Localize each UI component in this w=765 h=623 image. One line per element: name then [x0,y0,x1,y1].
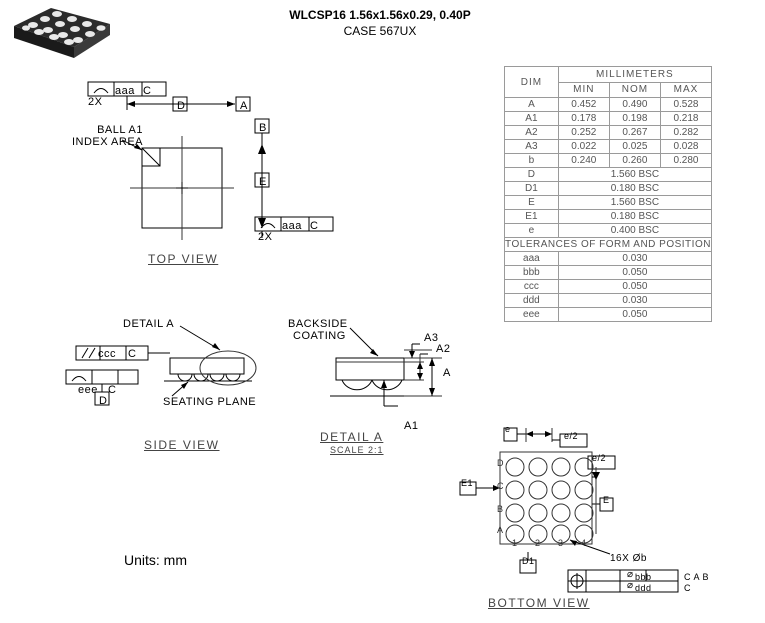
dimension-table [504,66,712,322]
fcf-datums-label: C A B [684,572,710,582]
bottom-frame-2x-label: 2X [258,231,273,243]
bottom-col-label-3: 3 [558,538,564,548]
ccc-label: ccc [98,348,116,360]
table-cell-dim: eee [505,308,559,322]
aaa-top-label: aaa [115,85,135,97]
case-subtitle: CASE 567UX [343,24,417,38]
table-col-dim: DIM [505,67,559,98]
backside-label: BACKSIDE [288,318,348,330]
datum-c-bottom-label: C [310,220,319,232]
table-row [505,196,712,210]
table-col-min: MIN [558,82,609,98]
table-row [505,280,712,294]
table-cell-dim: aaa [505,252,559,266]
table-row [505,224,712,238]
e-dim-label: e [505,424,511,434]
seating-plane-label: SEATING PLANE [163,396,257,408]
ddd-label: ddd [635,583,652,593]
table-header-row [505,67,712,83]
table-row [505,112,712,126]
e-half-top-label: e/2 [564,431,579,441]
table-cell-min: 0.452 [558,98,609,112]
bottom-col-label-4: 4 [581,538,587,548]
d1-label: D1 [522,556,535,566]
table-row [505,252,712,266]
ball-a1-label: BALL A1 [97,124,143,136]
table-row [505,154,712,168]
diameter-symbol-2: ⌀ [627,580,634,591]
table-row [505,266,712,280]
table-row [505,182,712,196]
a-dim-label: A [443,367,451,379]
table-cell-max: 0.280 [660,154,711,168]
table-col-nom: NOM [609,82,660,98]
fcf-datum-c-label: C [684,583,691,593]
table-cell-max: 0.528 [660,98,711,112]
table-cell-value: 0.050 [558,280,711,294]
table-cell-value: 0.050 [558,308,711,322]
detail-a-callout-label: DETAIL A [123,318,175,330]
table-cell-max: 0.218 [660,112,711,126]
table-cell-value: 0.030 [558,294,711,308]
table-cell-nom: 0.198 [609,112,660,126]
table-cell-dim: ccc [505,280,559,294]
table-cell-dim: A2 [505,126,559,140]
e1-label: E1 [461,478,474,488]
table-cell-dim: ddd [505,294,559,308]
table-row [505,294,712,308]
table-row [505,98,712,112]
table-row [505,308,712,322]
table-cell-min: 0.178 [558,112,609,126]
units-note: Units: mm [124,552,187,568]
tolerance-header-row [505,238,712,252]
detail-a-scale: SCALE 2:1 [330,445,384,455]
table-cell-dim: bbb [505,266,559,280]
index-area-label: INDEX AREA [71,136,143,148]
diameter-symbol-1: ⌀ [627,569,634,580]
datum-d-label: D [177,100,186,112]
bottom-view-title: BOTTOM VIEW [488,596,590,610]
table-cell-value: 0.050 [558,266,711,280]
bottom-col-label-2: 2 [535,538,541,548]
aaa-bottom-label: aaa [282,220,302,232]
table-col-group: MILLIMETERS [558,67,711,83]
table-cell-value: 1.560 BSC [558,168,711,182]
datum-c-top-label: C [143,85,152,97]
table-cell-value: 0.030 [558,252,711,266]
package-isometric-icon [6,6,116,68]
table-cell-min: 0.240 [558,154,609,168]
table-cell-value: 0.180 BSC [558,210,711,224]
balls-16x-label: 16X Øb [610,553,647,564]
table-cell-nom: 0.025 [609,140,660,154]
e-half-right-label: e/2 [592,453,607,463]
bottom-col-label-1: 1 [512,538,518,548]
datum-d-side-label: D [99,395,108,407]
table-row [505,140,712,154]
table-col-max: MAX [660,82,711,98]
table-cell-value: 0.400 BSC [558,224,711,238]
table-row [505,168,712,182]
datum-c-side-label: C [128,348,137,360]
top-view-title: TOP VIEW [148,252,219,266]
table-cell-max: 0.282 [660,126,711,140]
eee-label: eee [78,384,98,396]
datum-e-label: E [259,176,267,188]
table-cell-min: 0.022 [558,140,609,154]
a3-dim-label: A3 [424,332,439,344]
table-cell-dim: E [505,196,559,210]
coating-label: COATING [293,330,346,342]
top-view-2x-label: 2X [88,96,103,108]
table-cell-dim: A1 [505,112,559,126]
table-cell-nom: 0.267 [609,126,660,140]
datum-c-eee-label: C [108,384,117,396]
bbb-label: bbb [635,572,652,582]
datum-b-label: B [259,122,267,134]
table-cell-nom: 0.490 [609,98,660,112]
table-cell-value: 1.560 BSC [558,196,711,210]
detail-a-title: DETAIL A [320,430,384,444]
bottom-row-label-c: C [497,481,504,491]
table-cell-dim: D1 [505,182,559,196]
table-cell-dim: A3 [505,140,559,154]
bottom-row-label-d: D [497,458,504,468]
side-view-title: SIDE VIEW [144,438,220,452]
table-cell-nom: 0.260 [609,154,660,168]
table-cell-dim: b [505,154,559,168]
bottom-row-label-b: B [497,504,504,514]
table-cell-min: 0.252 [558,126,609,140]
table-cell-dim: D [505,168,559,182]
table-cell-dim: A [505,98,559,112]
table-cell-value: 0.180 BSC [558,182,711,196]
tolerance-header: TOLERANCES OF FORM AND POSITION [505,239,711,250]
table-row [505,126,712,140]
table-cell-dim: E1 [505,210,559,224]
table-cell-max: 0.028 [660,140,711,154]
e-label-right: E [603,495,610,505]
a1-dim-label: A1 [404,420,419,432]
table-cell-dim: e [505,224,559,238]
datum-a-label: A [240,100,248,112]
table-row [505,210,712,224]
a2-dim-label: A2 [436,343,451,355]
bottom-row-label-a: A [497,525,504,535]
page-title: WLCSP16 1.56x1.56x0.29, 0.40P [289,8,471,22]
